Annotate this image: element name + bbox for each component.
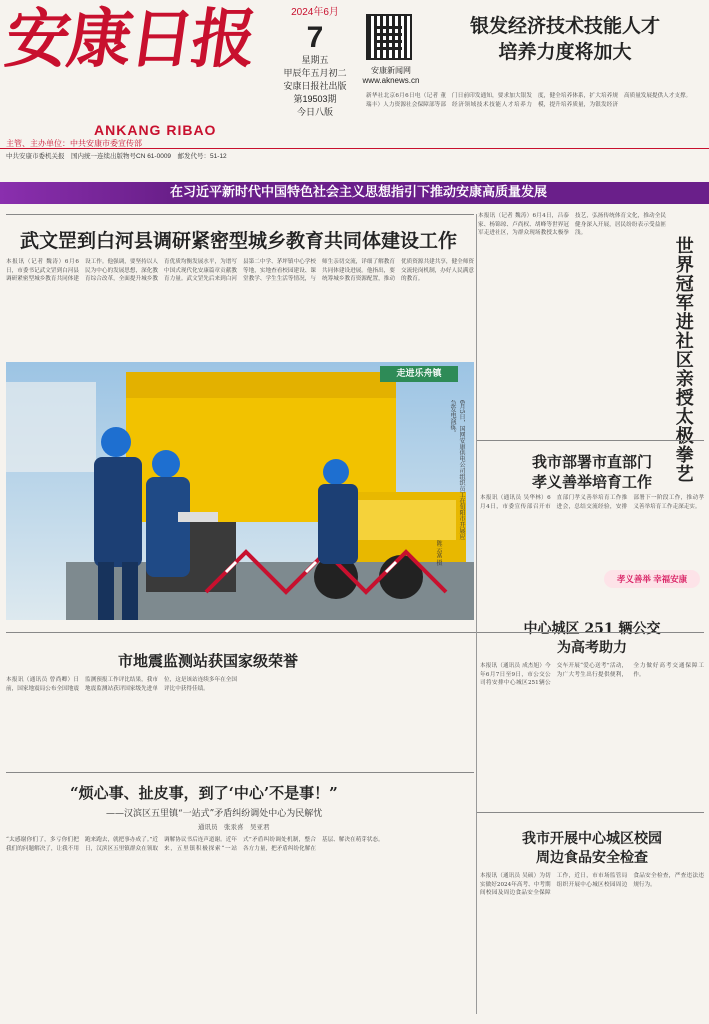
divider	[6, 214, 474, 215]
story5-headline	[480, 620, 704, 658]
divider	[476, 812, 704, 813]
publisher: 安康日报社出版	[283, 80, 347, 91]
story7-headline-line2: 周边食品安全检查	[536, 849, 648, 866]
story3-body: 本报讯（通讯员 吴华林）6月4日，市委宣传部召开市直部门孝义善举培育工作推进会，总结交流经验，安排部署下一阶段工作，推动孝义善举培育工作走深走实。	[480, 495, 704, 510]
lead-headline-line2: 培养力度将加大	[498, 40, 632, 63]
qr-caption-name: 安康新闻网	[371, 66, 411, 75]
date-lunar: 甲辰年五月初二	[283, 67, 347, 78]
slogan-banner	[0, 182, 709, 204]
story3-headline-line1: 我市部署市直部门	[531, 453, 652, 471]
story7-body: 本报讯（通讯员 吴硕）为切实做好2024年高考、中考期间校园及周边食品安全保障工作，近日，市市场监管局组织开展中心城区校园周边食品安全检查，严查违法违规行为。	[480, 873, 704, 897]
story3-headline	[480, 452, 704, 493]
masthead-title-en: ANKANG RIBAO	[94, 122, 217, 138]
masthead	[0, 2, 260, 144]
story6-subtitle: ——汉滨区五里镇“一站式”矛盾纠纷调处中心为民解忧	[106, 809, 323, 819]
story6-byline: 通讯员 张汞喜 吴亚君	[198, 823, 270, 831]
masthead-title: 安康日报	[0, 2, 260, 77]
photo-tag	[380, 366, 458, 382]
date-day: 7	[306, 20, 324, 54]
divider	[6, 772, 474, 773]
photo-caption: 6月5日，国网安康供电公司组织员工在旬阳市开展应急发电演练。	[449, 400, 465, 540]
issue-number: 第19503期	[293, 93, 337, 104]
generator-drill-photo	[6, 362, 474, 620]
slogan-text: 在习近平新时代中国特色社会主义思想指引下推动安康高质量发展	[170, 185, 548, 200]
photo-credit: 陈云富 摄	[435, 540, 442, 566]
sponsor-bar: 中共安康市委机关报 国内统一连续出版物号CN 61-0009 邮发代号：51-12	[0, 148, 709, 160]
story5-headline-line2: 为高考助力	[557, 639, 627, 656]
lead-headline-line1: 银发经济技术技能人才	[469, 15, 660, 37]
photo-tag-text: 走进乐舟镇	[396, 368, 442, 378]
story4-body: 本报讯（通讯员 曾尚卿）日前，国家地震局公布全国地震监测预报工作评比结果，我市地震监测站获评国家级先进单位，这是该站连续多年在全国评比中获得佳绩。	[6, 677, 237, 692]
story3-headline-line2: 孝义善举培育工作	[531, 473, 652, 492]
divider	[476, 440, 704, 441]
qr-caption-url: www.aknews.cn	[362, 76, 420, 86]
page-count: 今日八版	[296, 106, 333, 117]
story4-headline: 市地震监测站获国家级荣誉	[118, 652, 299, 670]
story5-headline-line1: 中心城区 251 辆公交	[523, 621, 661, 637]
masthead-sponsor: 主管、主办单位：中共安康市委宣传部	[6, 139, 142, 148]
story6-body: “太感谢你们了，多亏你们把我们的问题解决了，让我不用跑来跑去，就把事办成了。”近日，汉滨区五里镇群众在领取调解协议书后连声道谢。近年来，五里镇积极探索“一站式”矛盾纠纷调处机制，整合各方力量，把矛盾纠纷化解在基层、解决在萌芽状态。	[6, 837, 384, 852]
story2-headline: 世界冠军进社区亲授太极拳艺	[672, 236, 694, 483]
story5-body: 本报讯（通讯员 成杰旭）今年6月7日至9日，市公交公司将安排中心城区251辆公交车开展“爱心送考”活动，为广大考生出行提供便利，全力做好高考交通保障工作。	[480, 663, 704, 687]
divider	[6, 632, 704, 633]
story7-headline-line1: 我市开展中心城区校园	[522, 831, 662, 847]
story3-badge: 孝义善举 幸福安康	[604, 570, 700, 588]
story6-headline: “烦心事、扯皮事，到了‘中心’不是事！”	[70, 784, 338, 802]
story7-headline	[480, 830, 704, 868]
news-photo	[6, 362, 474, 620]
lead-headline	[430, 14, 700, 65]
date-weekday: 星期五	[301, 54, 329, 65]
column-divider	[476, 214, 477, 1014]
qr-caption	[356, 66, 426, 87]
date-block	[270, 6, 360, 118]
story2-body: 本报讯（记者 魏涛）6月4日，吕泰家、杨锦琼、卢尚权、胡峰等世界冠军走进社区，为群众现场教授太极拳技艺，弘扬传统体育文化，推动全民健身深入开展，居民纷纷表示受益匪浅。	[478, 213, 666, 237]
lead-body: 新华社北京6月6日电（记者 董瑞丰）人力资源社会保障部等部门日前印发通知，要求加大银发经济领域技术技能人才培养力度，健全培养体系，扩大培养规模，提升培养质量，为银发经济高质量发展提供人才支撑。	[366, 93, 692, 108]
story1-headline: 武文罡到白河县调研紧密型城乡教育共同体建设工作	[20, 230, 458, 252]
qr-code-icon	[366, 14, 412, 60]
date-year-month: 2024年6月	[291, 7, 339, 18]
story1-body: 本报讯（记者 魏涛）6月6日，市委书记武文罡到白河县调研紧密型城乡教育共同体建设工作。他强调，要坚持以人民为中心的发展思想，深化教育综合改革，全面提升城乡教育优质均衡发展水平，为谱写中国式现代化安康篇章贡献教育力量。武文罡先后来到白河县第二中学、茅坪镇中心学校等地，实地查看校园建设、课堂教学、学生生活等情况，与师生亲切交流，详细了解教育共同体建设进展。他指出，要统筹城乡教育资源配置，推动优质资源共建共享，健全师资交流轮岗机制，办好人民满意的教育。	[6, 259, 474, 283]
